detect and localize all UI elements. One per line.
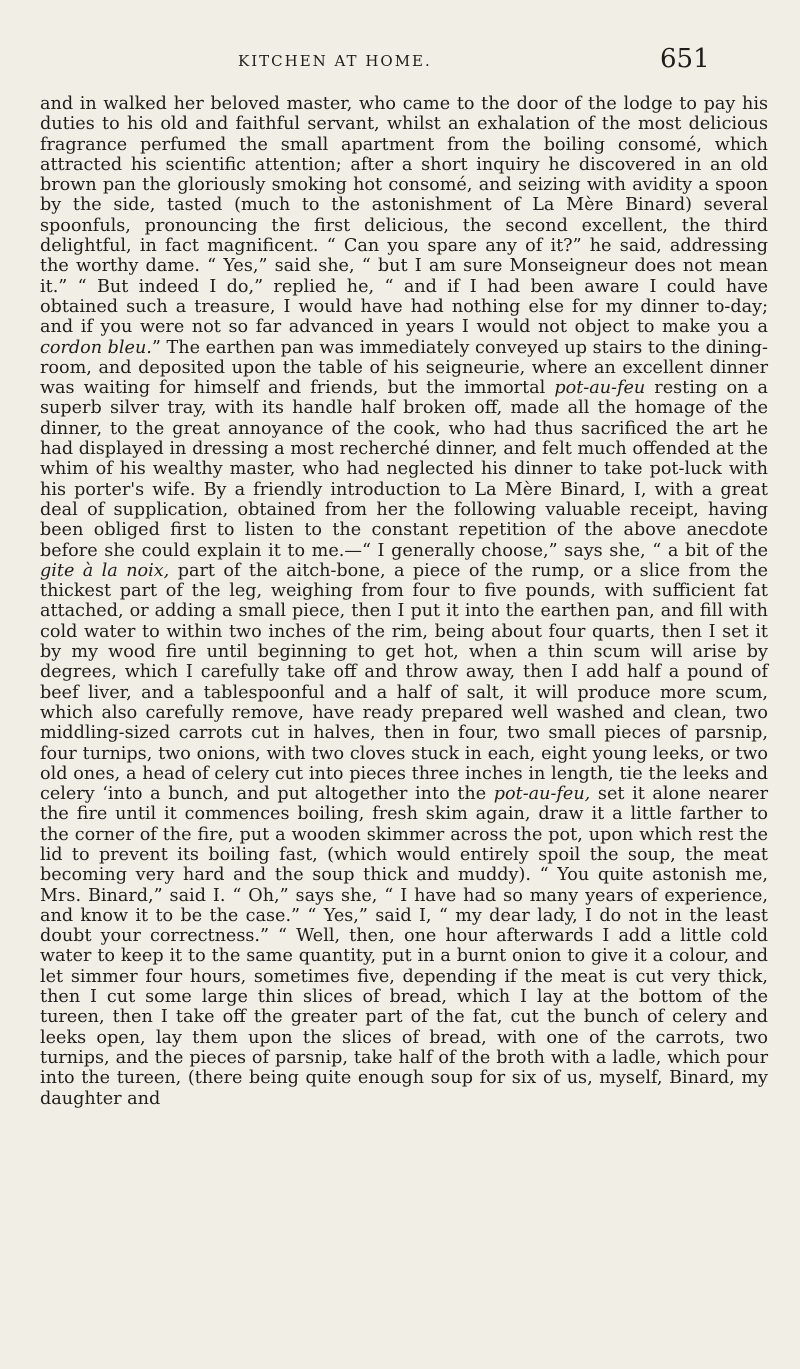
italic-term: gite à la noix, bbox=[40, 560, 170, 581]
italic-term: pot-au-feu bbox=[554, 378, 646, 399]
italic-term: pot-au-feu, bbox=[493, 784, 591, 805]
page-number: 651 bbox=[660, 44, 710, 74]
text-run: set it alone nearer the fire until it commences boiling, fresh skim again, draw it a little farther to the corner of the fire, put a wooden skimmer across the pot, upon which rest the lid to prevent its boiling fast, (which would entirely spoil the soup, the meat becoming very hard and the soup thick and muddy). “ You quite astonish me, Mrs. Binard,” said I. “ Oh,” says she, “ I have had so many years of experience, and know it to be the case.” “ Yes,” said I, “ my dear lady, I do not in the least doubt your correctness.” “ Well, then, one hour afterwards I add a little cold water to keep it to the same quantity, put in a burnt onion to give it a colour, and let simmer four hours, sometimes five, depending if the meat is cut very thick, then I cut some large thin slices of bread, which I lay at the bottom of the tureen, then I take off the greater part of the fat, cut the bunch of celery and leeks open, lay them upon the slices of bread, with one of the carrots, two turnips, and the pieces of parsnip, take half of the broth with a ladle, which pour into the tureen, (there being quite enough soup for six of us, myself, Binard, my daughter and bbox=[40, 784, 768, 1109]
italic-term: cordon bleu. bbox=[40, 337, 152, 358]
body-text bbox=[40, 94, 768, 1109]
text-run: resting on a superb silver tray, with its handle half broken off, made all the homage of the dinner, to the great annoyance of the cook, who had thus sacrificed the art he had displayed in dressing a most recherché dinner, and felt much offended at the whim of his wealthy master, who had neglected his dinner to take pot-luck with his porter's wife. By a friendly introduction to La Mère Binard, I, with a great deal of supplication, obtained from her the following valuable receipt, having been obliged first to listen to the constant repetition of the above anecdote before she could explain it to me.—“ I generally choose,” says she, “ a bit of the bbox=[40, 378, 768, 561]
text-run: ” The earthen pan was immediately conveyed up stairs to the dining-room, and deposited upon the table of his seigneurie, where an excellent dinner was waiting for himself and friends, but the immortal bbox=[40, 337, 768, 399]
text-run: and in walked her beloved master, who came to the door of the lodge to pay his duties to his old and faithful servant, whilst an exhalation of the most delicious fragrance perfumed the small apartment from the boiling consomé, which attracted his scientific attention; after a short inquiry he discovered in an old brown pan the gloriously smoking hot consomé, and seizing with avidity a spoon by the side, tasted (much to the astonishment of La Mère Binard) several spoonfuls, pronouncing the first delicious, the second excellent, the third delightful, in fact magnificent. “ Can you spare any of it?” he said, addressing the worthy dame. “ Yes,” said she, “ but I am sure Monseigneur does not mean it.” “ But indeed I do,” replied he, “ and if I had been aware I could have obtained such a treasure, I would have had nothing else for my dinner to-day; and if you were not so far advanced in years I would not object to make you a bbox=[40, 94, 768, 338]
paragraph bbox=[40, 94, 768, 1109]
text-run: part of the aitch-bone, a piece of the rump, or a slice from the thickest part of the leg, weighing from four to five pounds, with sufficient fat attached, or adding a small piece, then I put it into the earthen pan, and fill with cold water to within two inches of the rim, being about four quarts, then I set it by my wood fire until beginning to get hot, when a thin scum will arise by degrees, which I carefully take off and throw away, then I add half a pound of beef liver, and a tablespoonful and a half of salt, it will produce more scum, which also carefully remove, have ready prepared well washed and clean, two middling-sized carrots cut in halves, then in four, two small pieces of parsnip, four turnips, two onions, with two cloves stuck in each, eight young leeks, or two old ones, a head of celery cut into pieces three inches in length, tie the leeks and celery ‘into a bunch, and put altogether into the bbox=[40, 560, 768, 805]
running-head-title: KITCHEN AT HOME. bbox=[238, 52, 432, 70]
